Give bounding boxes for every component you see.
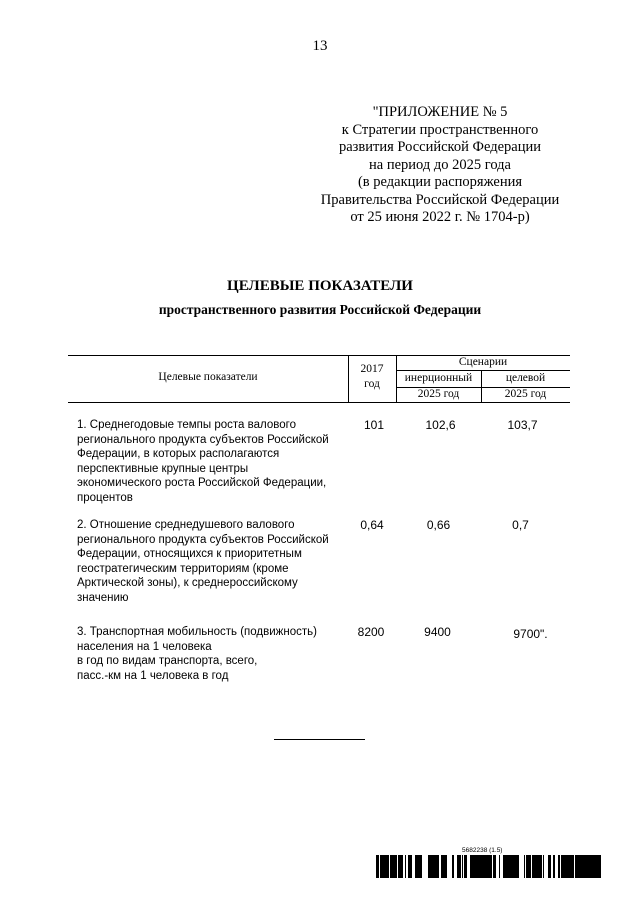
header-year: 2017	[360, 363, 384, 375]
table-row	[77, 518, 352, 605]
row-text-line: 3. Транспортная мобильность (подвижность)	[77, 626, 317, 638]
row-value-2017: 0,64	[360, 518, 384, 532]
document-code: 5682238 (1.5)	[462, 847, 503, 854]
row-text-line: регионального продукта субъектов Российской	[77, 533, 329, 546]
document-subtitle: пространственного развития Российской Федерации	[158, 302, 482, 317]
appendix-line: развития Российской Федерации	[339, 139, 541, 155]
appendix-header	[300, 104, 580, 227]
row-value-target: 0,7	[512, 518, 529, 532]
row-text-line: значению	[77, 591, 129, 604]
appendix-line: Правительства Российской Федерации	[320, 191, 560, 208]
row-text-line: пасс.-км на 1 человека в год	[77, 669, 229, 682]
barcode-icon	[376, 855, 601, 878]
table-row	[77, 625, 352, 683]
row-text-line: Федерации, в которых располагаются	[77, 448, 280, 460]
header-target: целевой	[505, 372, 546, 384]
row-value-2017: 8200	[357, 625, 385, 639]
table-row	[77, 418, 352, 505]
row-text-line: 2. Отношение среднедушевого валового	[77, 519, 295, 531]
row-text-line: Арктической зоны), к среднероссийскому	[77, 577, 298, 589]
row-value-2017: 101	[363, 418, 385, 432]
row-text-line: геостратегическим территориям (кроме	[77, 562, 289, 575]
header-target-year: 2025 год	[504, 388, 547, 400]
row-value-inertial: 9400	[424, 625, 451, 639]
row-value-inertial: 0,66	[426, 518, 451, 532]
row-text-line: 1. Среднегодовые темпы роста валового	[77, 419, 296, 431]
appendix-line: "ПРИЛОЖЕНИЕ № 5	[372, 104, 508, 120]
row-text-line: в год по видам транспорта, всего,	[77, 655, 258, 667]
row-value-target: 9700".	[513, 627, 548, 641]
row-value-target: 103,7	[507, 418, 538, 432]
appendix-line: к Стратегии пространственного	[341, 121, 539, 138]
table-header-bottom-border	[68, 402, 570, 403]
row-text-line: процентов	[77, 491, 133, 504]
header-year-suffix: год	[364, 378, 380, 390]
header-scenarios: Сценарии	[458, 356, 508, 368]
appendix-line: на период до 2025 года	[369, 156, 511, 173]
row-value-inertial: 102,6	[425, 418, 456, 432]
row-text-line: экономического роста Российской Федерации,	[77, 477, 327, 489]
appendix-line: от 25 июня 2022 г. № 1704-р)	[350, 209, 530, 225]
header-inertial-year: 2025 год	[417, 388, 460, 400]
page-number: 13	[312, 38, 328, 54]
header-indicators: Целевые показатели	[158, 371, 258, 383]
table-scenario-divider	[396, 370, 570, 371]
appendix-line: (в редакции распоряжения	[357, 174, 523, 190]
row-text-line: населения на 1 человека	[77, 640, 212, 653]
row-text-line: регионального продукта субъектов Российской	[77, 433, 329, 446]
row-text-line: перспективные крупные центры	[77, 462, 249, 475]
document-title: ЦЕЛЕВЫЕ ПОКАЗАТЕЛИ	[227, 278, 413, 294]
header-inertial: инерционный	[404, 372, 473, 384]
row-text-line: Федерации, относящихся к приоритетным	[77, 548, 302, 560]
footer-divider	[274, 739, 365, 740]
